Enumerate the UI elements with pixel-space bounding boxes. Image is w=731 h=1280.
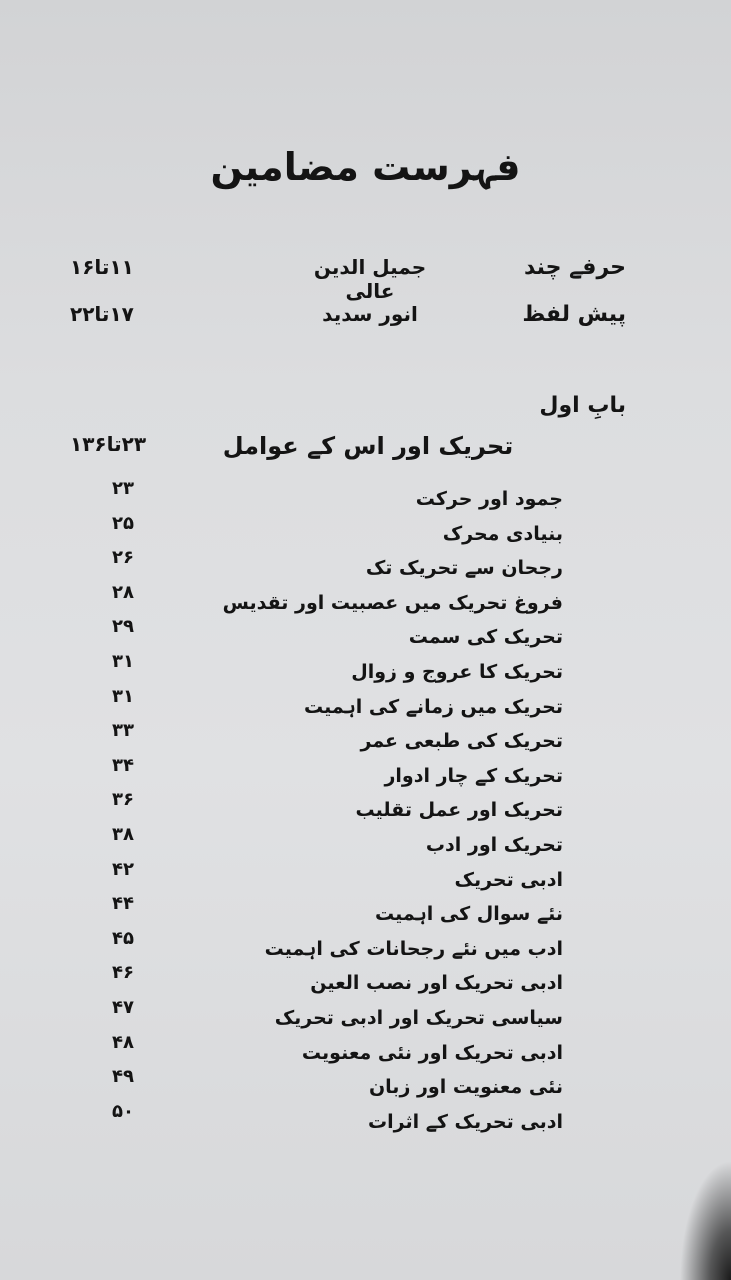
shadow bbox=[671, 1140, 731, 1280]
toc-entry bbox=[0, 824, 731, 862]
page-title: فہرست مضامین bbox=[210, 145, 521, 189]
toc-entry-page: ۲۹ bbox=[112, 616, 134, 638]
toc-entry bbox=[0, 997, 731, 1035]
toc-entry bbox=[0, 651, 731, 689]
toc-entry-page: ۵۰ bbox=[112, 1100, 134, 1122]
toc-entry-title: نئی معنویت اور زبان bbox=[368, 1076, 563, 1099]
intro-row bbox=[70, 255, 626, 303]
toc-entry-title: تحریک اور ادب bbox=[425, 834, 563, 856]
toc-entry bbox=[0, 512, 731, 551]
toc-entry-title: فروغ تحریک میں عصبیت اور تقدیس bbox=[222, 591, 563, 614]
intro-row bbox=[70, 302, 626, 342]
toc-entry-title: سیاسی تحریک اور ادبی تحریک bbox=[274, 1007, 563, 1029]
chapter-heading: بابِ اول bbox=[539, 393, 626, 418]
toc-entry-title: تحریک کے چار ادوار bbox=[384, 764, 563, 787]
toc-entry-title: ادبی تحریک bbox=[454, 868, 563, 891]
toc-entry-title: تحریک میں زمانے کی اہمیت bbox=[304, 695, 563, 718]
toc-entry-title: ادبی تحریک کے اثرات bbox=[368, 1110, 563, 1133]
toc-entry-page: ۳۸ bbox=[112, 824, 134, 845]
toc-entry bbox=[0, 927, 731, 966]
toc-entry-page: ۳۱ bbox=[112, 651, 134, 672]
toc-entry bbox=[0, 858, 731, 897]
toc-entry-page: ۴۶ bbox=[112, 962, 134, 984]
toc-entry bbox=[0, 1066, 731, 1104]
toc-entry bbox=[0, 720, 731, 758]
toc-entry-page: ۴۸ bbox=[112, 1031, 134, 1053]
toc-entry-title: ادبی تحریک اور نئی معنویت bbox=[301, 1041, 563, 1064]
toc-entry-title: تحریک اور عمل تقلیب bbox=[355, 799, 563, 822]
intro-pages: ۱۱تا۱۶ bbox=[70, 255, 134, 279]
toc-entry-page: ۳۱ bbox=[112, 685, 134, 707]
toc-entry bbox=[0, 754, 731, 793]
toc-entry-title: تحریک کا عروج و زوال bbox=[351, 661, 563, 683]
toc-entry-title: جمود اور حرکت bbox=[415, 488, 563, 510]
intro-pages: ۱۷تا۲۲ bbox=[70, 302, 134, 326]
intro-label: پیش لفظ bbox=[522, 302, 626, 327]
toc-entry bbox=[0, 685, 731, 724]
toc-entry-page: ۳۶ bbox=[112, 789, 134, 811]
intro-label: حرفے چند bbox=[523, 255, 626, 280]
toc-entry bbox=[0, 1031, 731, 1070]
toc-entry bbox=[0, 547, 731, 585]
intro-author: جمیل الدین عالی bbox=[313, 255, 427, 303]
section-row bbox=[70, 432, 626, 472]
toc-entry-title: بنیادی محرک bbox=[442, 522, 563, 545]
toc-entry bbox=[0, 581, 731, 620]
toc-entry-page: ۲۶ bbox=[112, 547, 134, 569]
section-pages: ۲۳تا۱۳۶ bbox=[70, 432, 147, 456]
toc-entry-page: ۳۴ bbox=[112, 754, 134, 776]
toc-entry-page: ۴۲ bbox=[112, 858, 134, 880]
intro-author: انور سدید bbox=[322, 302, 418, 326]
toc-entry bbox=[0, 616, 731, 654]
toc-entry-page: ۴۵ bbox=[112, 927, 134, 949]
toc-entry-page: ۲۳ bbox=[112, 478, 134, 499]
toc-entry-title: نئے سوال کی اہمیت bbox=[375, 903, 563, 926]
toc-entry bbox=[0, 893, 731, 931]
toc-entry-page: ۲۵ bbox=[112, 512, 134, 534]
toc-entry-page: ۴۹ bbox=[112, 1066, 134, 1088]
toc-entry bbox=[0, 962, 731, 1000]
toc-entry-page: ۳۳ bbox=[112, 720, 134, 742]
toc-entry-title: تحریک کی سمت bbox=[408, 626, 563, 649]
toc-entry-page: ۴۷ bbox=[112, 997, 134, 1018]
toc-entry-title: ادبی تحریک اور نصب العین bbox=[310, 972, 563, 995]
toc-entry-title: ادب میں نئے رجحانات کی اہمیت bbox=[264, 937, 563, 960]
toc-entry bbox=[0, 1100, 731, 1139]
toc-entry bbox=[0, 478, 731, 516]
toc-entry-page: ۴۴ bbox=[112, 893, 134, 915]
toc-entry-title: تحریک کی طبعی عمر bbox=[360, 730, 563, 753]
section-heading: تحریک اور اس کے عوامل bbox=[222, 432, 514, 460]
toc-entry-page: ۲۸ bbox=[112, 581, 134, 603]
toc-entry bbox=[0, 789, 731, 827]
toc-entry-title: رجحان سے تحریک تک bbox=[365, 557, 563, 580]
